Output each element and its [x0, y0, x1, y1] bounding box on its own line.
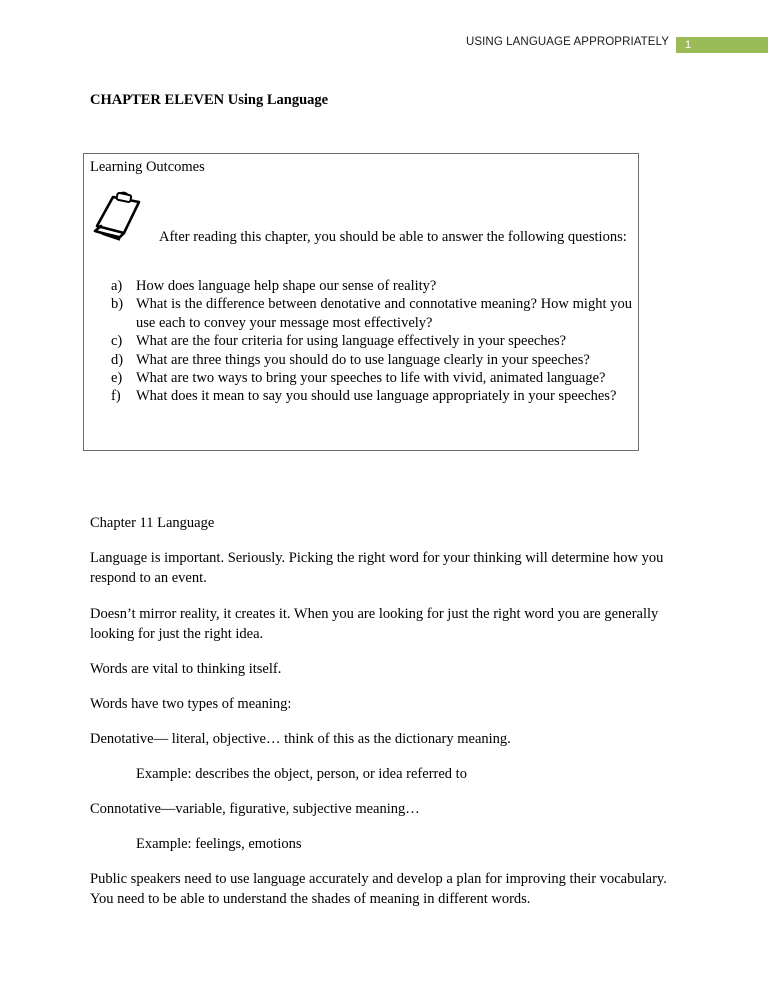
list-marker: f) [111, 388, 121, 405]
learning-outcomes-box [83, 153, 639, 451]
list-item-text: What are three things you should do to use language clearly in your speeches? [136, 351, 590, 368]
paragraph-connotative: Connotative—variable, figurative, subjective meaning… [90, 801, 420, 817]
paragraph-two-types: Words have two types of meaning: [90, 696, 292, 712]
paragraph-denotative-example: Example: describes the object, person, or idea referred to [136, 766, 467, 782]
section-heading: Chapter 11 Language [90, 515, 215, 531]
paragraph-words-vital: Words are vital to thinking itself. [90, 661, 282, 677]
running-header: USING LANGUAGE APPROPRIATELY [465, 36, 669, 48]
list-marker: d) [111, 351, 124, 368]
list-item [90, 332, 632, 350]
list-item [90, 295, 632, 332]
list-item [90, 351, 632, 369]
list-marker: c) [111, 333, 123, 350]
paragraph-public-speakers: Public speakers need to use language accurately and develop a plan for improving their vocabulary. You need to be able to understand the shades of meaning in different words. [90, 871, 667, 907]
list-item [90, 369, 632, 387]
paragraph-reality: Doesn’t mirror reality, it creates it. When you are looking for just the right word you are generally looking for just the right idea. [90, 606, 659, 642]
paragraph-language-importance: Language is important. Seriously. Picking the right word for your thinking will determine how you respond to an event. [90, 550, 664, 586]
list-item-text: What are the four criteria for using language effectively in your speeches? [136, 333, 567, 350]
learning-outcomes-list [90, 277, 632, 406]
list-item-text: What are two ways to bring your speeches to life with vivid, animated language? [136, 370, 606, 387]
list-item [90, 387, 632, 405]
list-marker: a) [111, 278, 123, 294]
list-item-text: What is the difference between denotative and connotative meaning? How might you use each to convey your message most effectively? [136, 296, 632, 331]
list-item [90, 277, 632, 295]
list-marker: e) [111, 370, 123, 387]
chapter-title: CHAPTER ELEVEN Using Language [90, 92, 329, 108]
learning-outcomes-title: Learning Outcomes [90, 159, 205, 175]
paragraph-denotative: Denotative— literal, objective… think of this as the dictionary meaning. [90, 731, 511, 747]
list-item-text: What does it mean to say you should use language appropriately in your speeches? [136, 388, 617, 405]
page-number-badge: 1 [676, 37, 768, 53]
list-item-text: How does language help shape our sense of reality? [136, 278, 437, 294]
learning-outcomes-intro: After reading this chapter, you should be able to answer the following questions: [159, 229, 627, 245]
list-marker: b) [111, 296, 124, 313]
paragraph-connotative-example: Example: feelings, emotions [136, 836, 302, 852]
